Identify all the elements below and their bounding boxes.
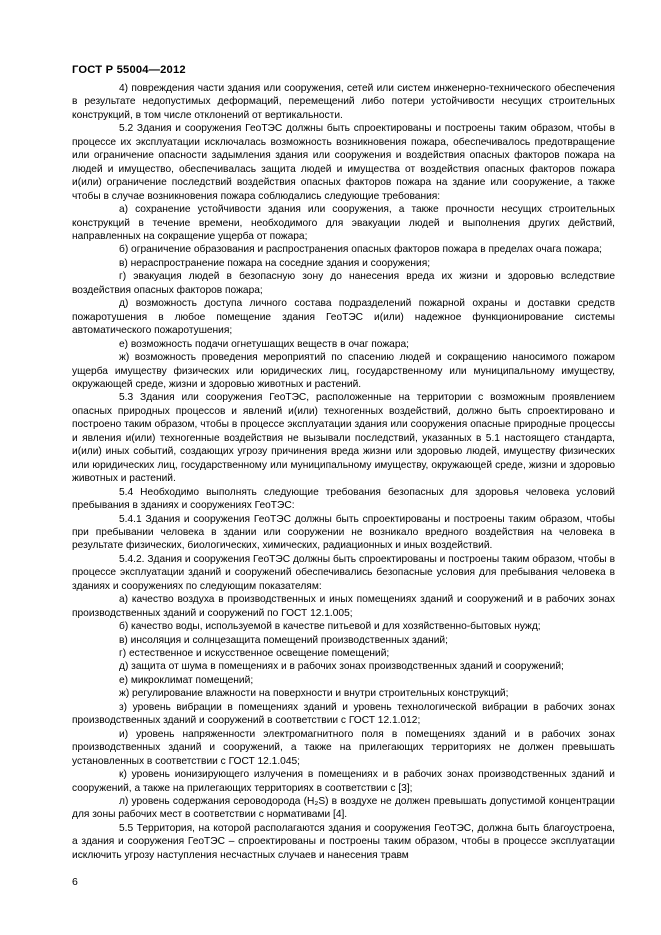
- paragraph: г) эвакуация людей в безопасную зону до нанесения вреда их жизни и здоровью вследствие воздействия опасных факторов пожара;: [72, 271, 615, 296]
- paragraph: 5.4 Необходимо выполнять следующие требования безопасных для здоровья человека условий пребывания в зданиях и сооружениях ГеоТЭС:: [72, 486, 615, 512]
- paragraph: 5.4.1 Здания и сооружения ГеоТЭС должны быть спроектированы и построены таким образом, чтобы при пребывании человека в здании или сооружении не возникало вредного воздействия на человека в результате физических, биологических, химических, радиационных и иных воздействий.: [72, 513, 615, 552]
- paragraph: а) качество воздуха в производственных и иных помещениях зданий и сооружений и в рабочих зонах производственных зданий и сооружений по ГОСТ 12.1.005;: [72, 594, 615, 619]
- paragraph: в) инсоляция и солнцезащита помещений производственных зданий;: [119, 634, 448, 646]
- paragraph: б) ограничение образования и распространения опасных факторов пожара в пределах очага пожара;: [119, 244, 603, 256]
- paragraph: и) уровень напряженности электромагнитного поля в помещениях зданий и в рабочих зонах производственных зданий и сооружений, а также на прилегающих территориях не должен превышать установленных в соответствии с ГОСТ 12.1.045;: [72, 728, 615, 767]
- paragraph: 5.4.2. Здания и сооружения ГеоТЭС должны быть спроектированы и построены таким образом, чтобы в процессе эксплуатации зданий и сооружений обеспечивались безопасные условия для пребывания человека в зданиях и сооружениях по следующим показателям:: [72, 553, 615, 592]
- paragraph: 5.2 Здания и сооружения ГеоТЭС должны быть спроектированы и построены таким образом, чтобы в процессе их эксплуатации исключалась возможность возникновения пожара, обеспечивалось предотвращение или ограничение опасности задымления здания или сооружения и воздействия опасных факторов пожара на людей и имущество, обеспечивалась защита людей и имущества от воздействия опасных факторов пожара и(или) ограничение последствий воздействия опасных факторов пожара на здание или сооружение, а также чтобы в случае возникновения пожара соблюдались следующие требования:: [72, 123, 615, 202]
- paragraph: 5.5 Территория, на которой располагаются здания и сооружения ГеоТЭС, должна быть благоустроена, а здания и сооружения ГеоТЭС – спроектированы и построены таким образом, чтобы в процессе эксплуатации исключить угрозу наступления несчастных случаев и нанесения травм: [72, 822, 615, 861]
- paragraph: 4) повреждения части здания или сооружения, сетей или систем инженерно-технического обеспечения в результате недопустимых деформаций, перемещений либо потери устойчивости несущих строительных конструкций, в том числе отклонений от вертикальности.: [72, 83, 615, 121]
- paragraph: 5.3 Здания или сооружения ГеоТЭС, расположенные на территории с возможным проявлением опасных природных процессов и явлений и(или) техногенных воздействий, должно быть спроектировано и построено таким образом, чтобы в процессе эксплуатации здания или сооружения опасные природные процессы и явления и(или) техногенные воздействия не вызывали последствий, указанных в 5.1 настоящего стандарта, и(или) иных событий, создающих угрозу причинения вреда жизни или здоровью людей, имуществу физических или юридических лиц, государственному или муниципальному имуществу, окружающей среде, жизни и здоровью животных и растений.: [72, 392, 615, 485]
- paragraph: д) возможность доступа личного состава подразделений пожарной охраны и доставки средств пожаротушения в любое помещение здания ГеоТЭС и(или) надежное функционирование системы автоматического пожаротушения;: [72, 298, 615, 337]
- paragraph: ж) регулирование влажности на поверхности и внутри строительных конструкций;: [119, 688, 509, 700]
- paragraph: в) нераспространение пожара на соседние здания и сооружения;: [119, 257, 431, 269]
- paragraph: г) естественное и искусственное освещение помещений;: [119, 648, 390, 660]
- paragraph: д) защита от шума в помещениях и в рабочих зонах производственных зданий и сооружений;: [119, 661, 564, 673]
- page-number: 6: [72, 876, 78, 888]
- paragraph: е) возможность подачи огнетушащих веществ в очаг пожара;: [119, 338, 409, 350]
- document-body: [72, 82, 615, 862]
- paragraph: к) уровень ионизирующего излучения в помещениях и в рабочих зонах производственных зданий и сооружений, а также на прилегающих территориях в соответствии с [3];: [72, 769, 615, 794]
- paragraph: ж) возможность проведения мероприятий по спасению людей и сокращению наносимого пожаром ущерба имуществу физических или юридических лиц, государственному или муниципальному имуществу, окружающей среде, жизни и здоровью животных и растений.: [72, 352, 615, 390]
- paragraph: а) сохранение устойчивости здания или сооружения, а также прочности несущих строительных конструкций в течение времени, необходимого для эвакуации людей и выполнения других действий, направленных на сокращение ущерба от пожара;: [72, 204, 615, 242]
- paragraph: б) качество воды, используемой в качестве питьевой и для хозяйственно-бытовых нужд;: [119, 621, 541, 633]
- standard-header: ГОСТ Р 55004—2012: [72, 64, 186, 76]
- paragraph: е) микроклимат помещений;: [119, 674, 254, 686]
- paragraph: з) уровень вибрации в помещениях зданий и уровень технологической вибрации в рабочих зонах производственных зданий и сооружений в соответствии с ГОСТ 12.1.012;: [72, 701, 615, 727]
- paragraph: л) уровень содержания сероводорода (H₂S) в воздухе не должен превышать допустимой концентрации для зоны рабочих мест в соответствии с нормативами [4].: [72, 796, 615, 821]
